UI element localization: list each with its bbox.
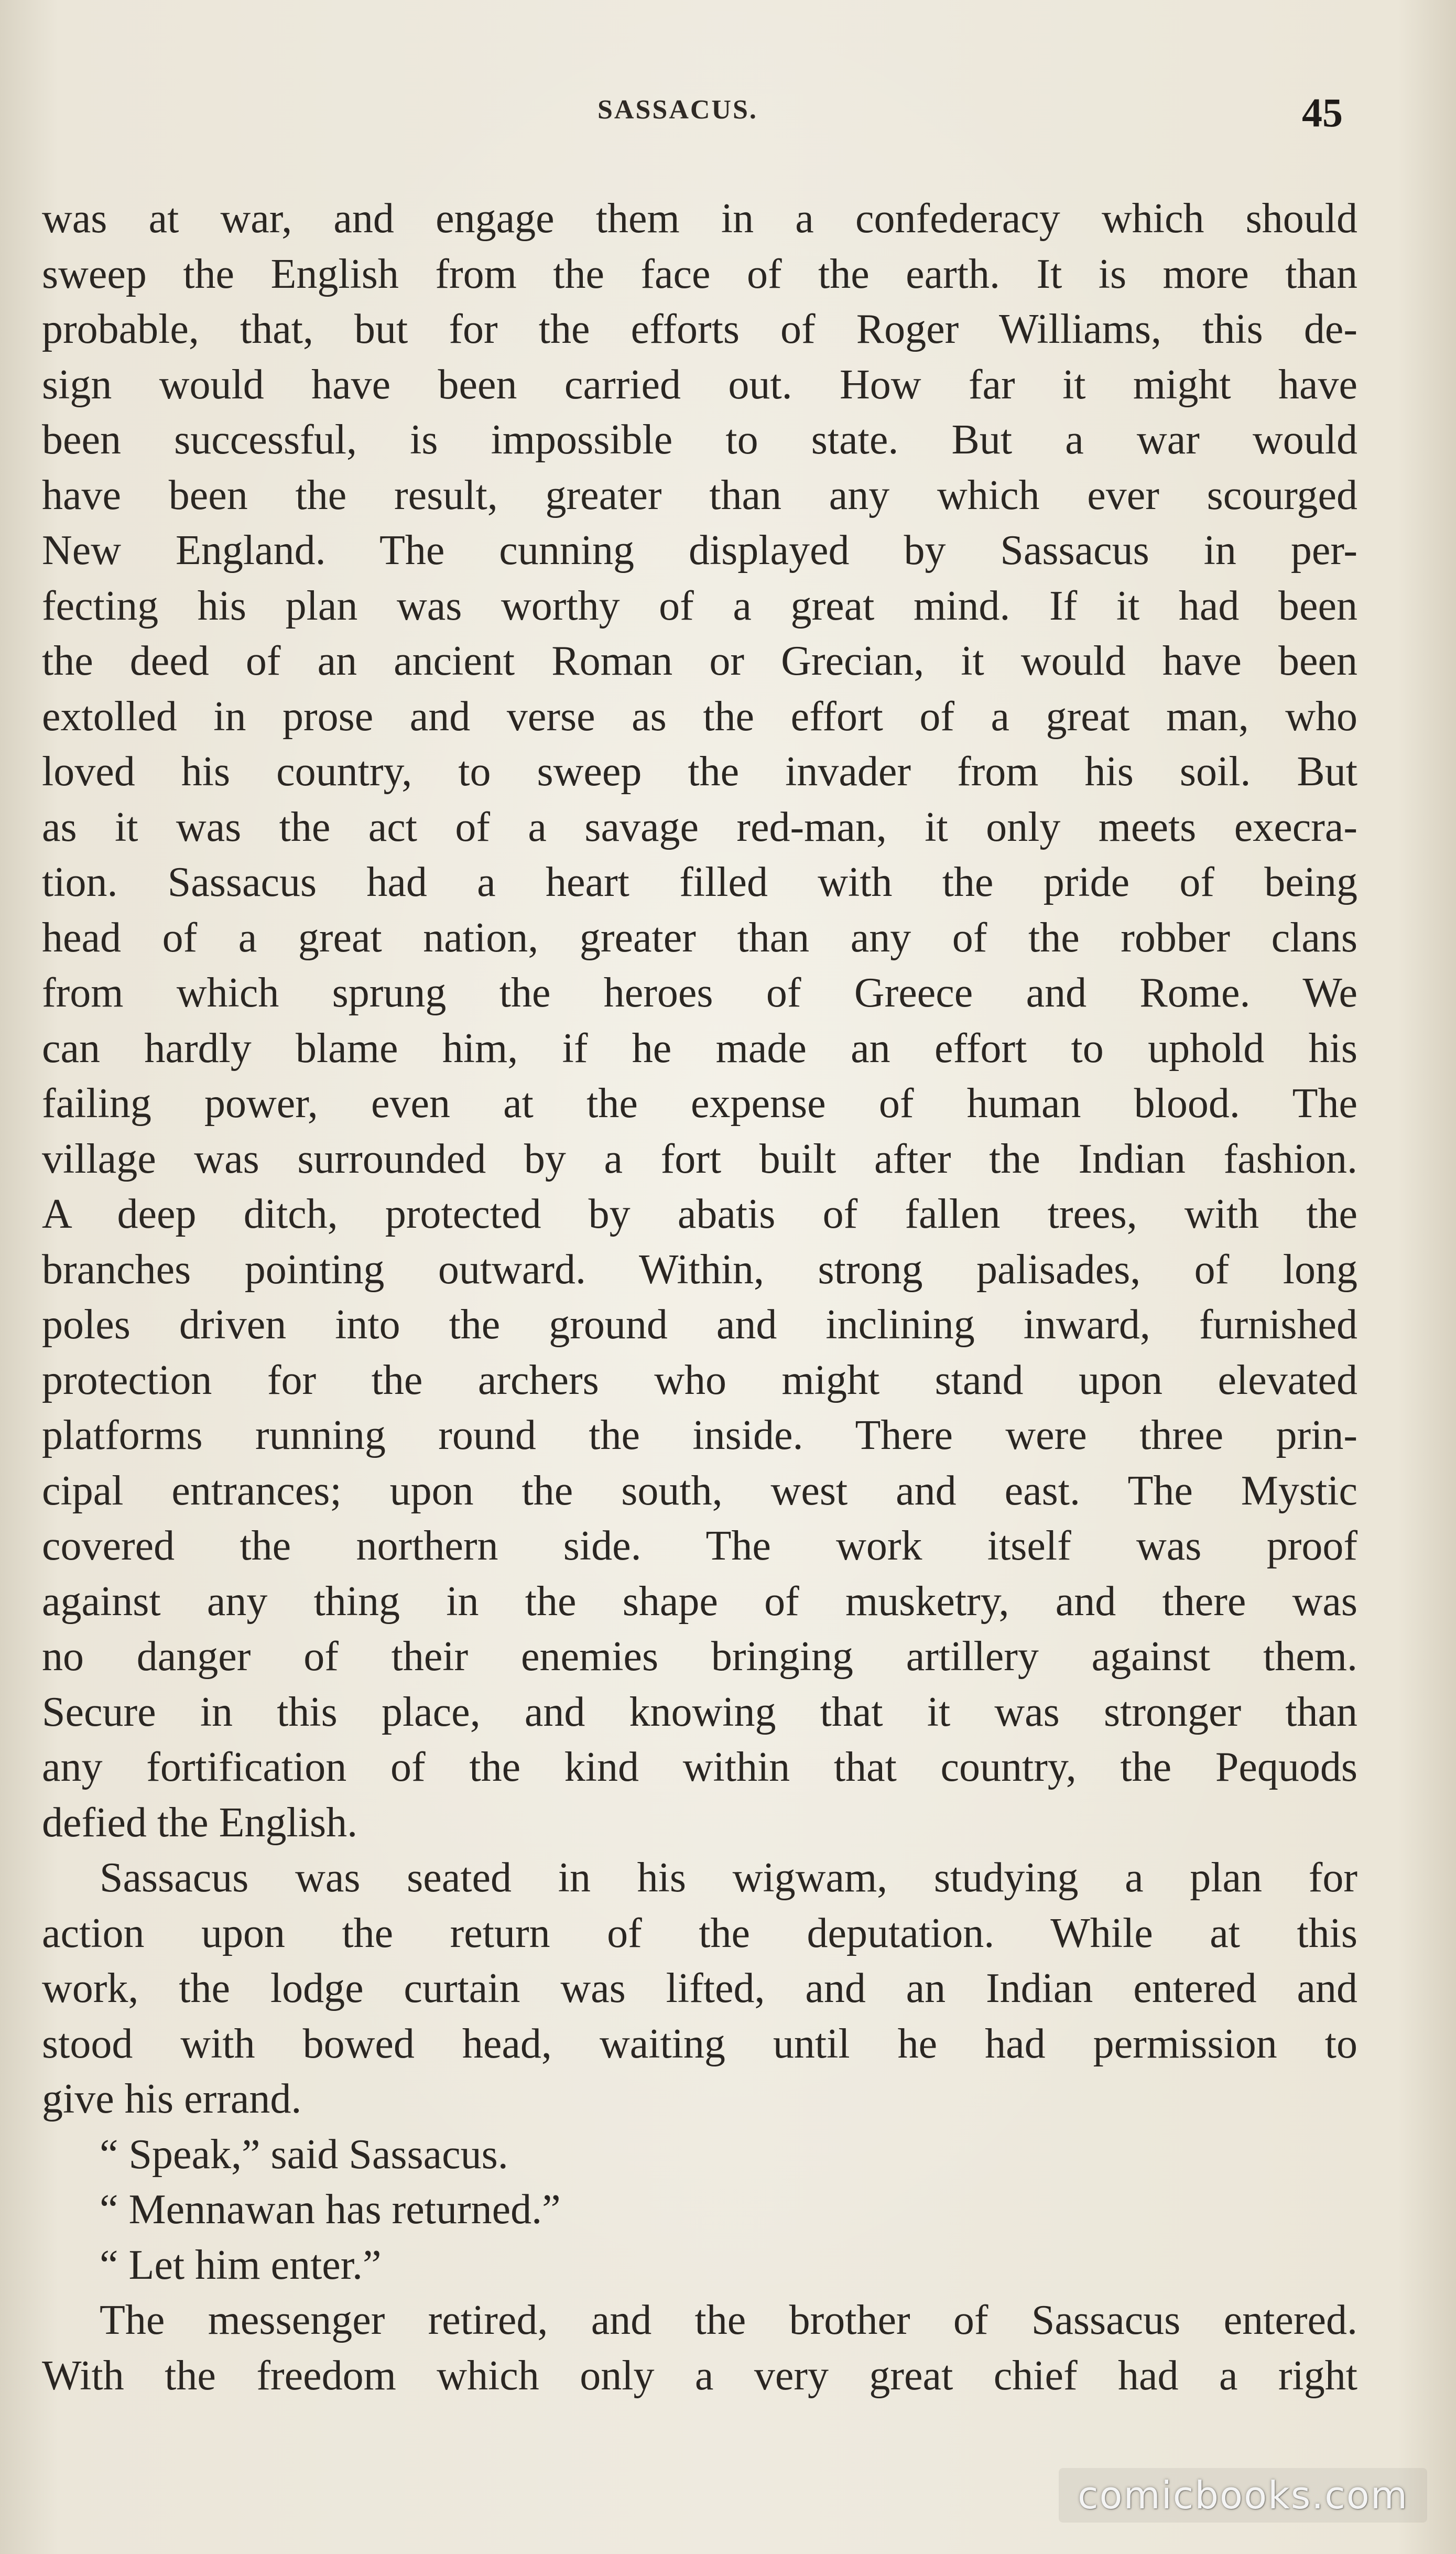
text-line: sweep the English from the face of the earth. It is more than [42, 251, 1357, 297]
text-line: Sassacus was seated in his wigwam, studying a plan for [100, 1855, 1357, 1901]
text-line: tion. Sassacus had a heart filled with the pride of being [42, 859, 1357, 905]
text-line: been successful, is impossible to state. But a war would [42, 417, 1357, 463]
text-line: from which sprung the heroes of Greece and Rome. We [42, 970, 1357, 1016]
text-line: action upon the return of the deputation. While at this [42, 1910, 1357, 1956]
text-line: probable, that, but for the efforts of Roger Williams, this de- [42, 306, 1357, 352]
text-line: poles driven into the ground and inclining inward, furnished [42, 1302, 1357, 1348]
page-number: 45 [1302, 90, 1343, 135]
text-line: fecting his plan was worthy of a great mind. If it had been [42, 582, 1357, 629]
text-line: the deed of an ancient Roman or Grecian, it would have been [42, 638, 1357, 684]
text-line: village was surrounded by a fort built after the Indian fashion. [42, 1135, 1357, 1182]
watermark: comicbooks.com [1059, 2468, 1427, 2523]
text-line: stood with bowed head, waiting until he had permission to [42, 2020, 1357, 2067]
text-line: give his errand. [42, 2076, 302, 2122]
text-line: New England. The cunning displayed by Sassacus in per- [42, 527, 1357, 573]
text-line: The messenger retired, and the brother of Sassacus entered. [100, 2297, 1357, 2343]
text-line: “ Mennawan has returned.” [100, 2187, 561, 2233]
text-line: covered the northern side. The work itself was proof [42, 1523, 1357, 1569]
text-line: A deep ditch, protected by abatis of fallen trees, with the [42, 1191, 1357, 1237]
body-text [42, 191, 1357, 2404]
text-line: With the freedom which only a very great chief had a right [42, 2352, 1357, 2399]
text-line: no danger of their enemies bringing artillery against them. [42, 1633, 1357, 1680]
text-line: sign would have been carried out. How far it might have [42, 361, 1357, 408]
text-line: extolled in prose and verse as the effort of a great man, who [42, 693, 1357, 740]
text-line: cipal entrances; upon the south, west and east. The Mystic [42, 1467, 1357, 1514]
text-line: as it was the act of a savage red-man, it only meets execra- [42, 804, 1357, 850]
running-head: SASSACUS. [597, 95, 758, 125]
text-line: Secure in this place, and knowing that it was stronger than [42, 1689, 1357, 1735]
text-line: can hardly blame him, if he made an effort to uphold his [42, 1025, 1357, 1072]
text-line: was at war, and engage them in a confederacy which should [42, 196, 1357, 242]
text-line: “ Speak,” said Sassacus. [100, 2131, 508, 2178]
text-line: “ Let him enter.” [100, 2242, 382, 2288]
text-line: against any thing in the shape of musketry, and there was [42, 1578, 1357, 1625]
text-line: head of a great nation, greater than any of the robber clans [42, 914, 1357, 961]
text-line: protection for the archers who might stand upon elevated [42, 1357, 1357, 1403]
text-line: loved his country, to sweep the invader from his soil. But [42, 749, 1357, 795]
text-line: failing power, even at the expense of human blood. The [42, 1080, 1357, 1127]
text-line: branches pointing outward. Within, strong palisades, of long [42, 1246, 1357, 1293]
page-header [0, 89, 1456, 142]
text-line: work, the lodge curtain was lifted, and an Indian entered and [42, 1965, 1357, 2011]
text-line: have been the result, greater than any which ever scourged [42, 472, 1357, 518]
text-line: any fortification of the kind within that country, the Pequods [42, 1744, 1357, 1790]
text-line: platforms running round the inside. There were three prin- [42, 1412, 1357, 1458]
text-line: defied the English. [42, 1799, 358, 1846]
